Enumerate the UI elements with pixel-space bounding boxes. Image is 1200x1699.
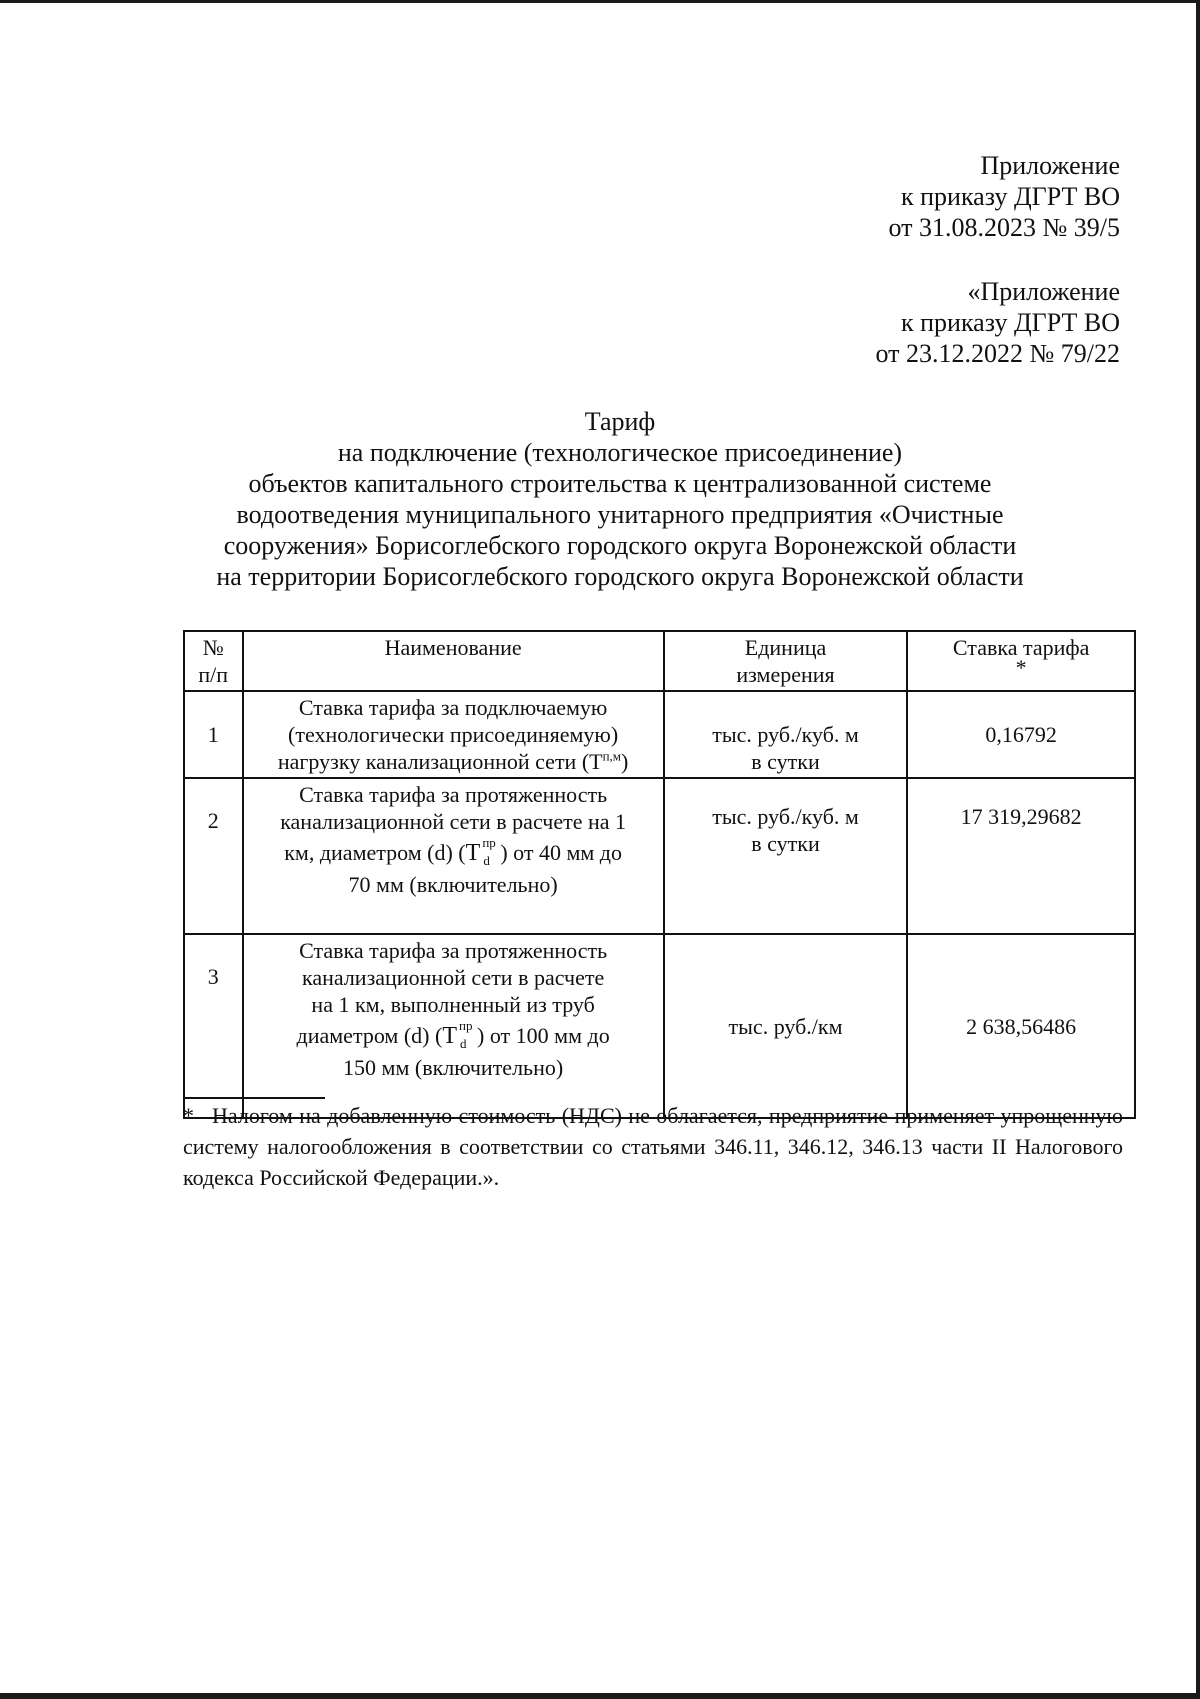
- footnote-marker: *: [183, 1103, 194, 1128]
- row-rate: 0,16792: [907, 691, 1135, 778]
- row-unit: тыс. руб./км: [664, 934, 908, 1118]
- row-name-line: 70 мм (включительно): [348, 872, 558, 897]
- row-name: [243, 691, 664, 778]
- row-unit: [664, 691, 908, 778]
- row-name-line: на 1 км, выполненный из труб: [311, 992, 595, 1017]
- row-rate: 2 638,56486: [907, 934, 1135, 1118]
- title-line: на подключение (технологическое присоединение): [337, 438, 903, 467]
- tariff-symbol: Т: [465, 840, 481, 866]
- row-unit-line: в сутки: [751, 831, 820, 856]
- header-num: [184, 631, 243, 691]
- footnote: [183, 1100, 1123, 1193]
- tariff-symbol-sup: пр: [482, 835, 496, 850]
- row-name-text: диаметром (d) (: [296, 1023, 443, 1048]
- row-unit-line: тыс. руб./куб. м: [712, 721, 859, 747]
- row-name-line: канализационной сети в расчете на 1: [280, 809, 627, 834]
- header-rate-line: *: [1015, 655, 1027, 680]
- scan-edge-top: [0, 0, 1200, 3]
- row-name-line: Ставка тарифа за подключаемую: [298, 695, 608, 720]
- title-main: Тариф: [584, 407, 656, 436]
- row-name-line: (технологически присоединяемую): [288, 722, 619, 747]
- appendix-order-date: от 23.12.2022 № 79/22: [875, 339, 1120, 368]
- row-num: 2: [184, 778, 243, 934]
- tariff-table: [183, 630, 1136, 1119]
- header-rate-line: Ставка тарифа: [952, 635, 1090, 660]
- row-unit-line: тыс. руб./куб. м: [712, 804, 859, 829]
- header-name-text: Наименование: [384, 635, 522, 660]
- table-row: [184, 934, 1135, 1118]
- footnote-separator: [183, 1097, 325, 1099]
- header-unit-line: Единица: [744, 635, 827, 660]
- scan-edge-right: [1196, 0, 1200, 1699]
- row-name-text: нагрузку канализационной сети (Т: [277, 749, 603, 774]
- header-num-line: п/п: [198, 662, 229, 687]
- row-name-text: км, диаметром (d) (: [284, 840, 466, 865]
- row-name-superscript: п,м: [602, 748, 622, 764]
- row-name-line: канализационной сети в расчете: [301, 965, 605, 990]
- appendix-order-ref: к приказу ДГРТ ВО: [900, 182, 1120, 211]
- appendix-order-date: от 31.08.2023 № 39/5: [888, 213, 1120, 242]
- tariff-symbol: Т: [442, 1023, 457, 1049]
- header-unit-line: измерения: [736, 662, 835, 687]
- appendix-header-current: [888, 150, 1120, 243]
- tariff-symbol-indices: [457, 1018, 477, 1051]
- appendix-order-ref: к приказу ДГРТ ВО: [900, 308, 1120, 337]
- header-name: [243, 631, 664, 691]
- row-name-line: [250, 748, 657, 775]
- title-line: водоотведения муниципального унитарного предприятия «Очистные: [236, 500, 1004, 529]
- row-name-line: [250, 835, 657, 871]
- row-rate: 17 319,29682: [907, 778, 1135, 934]
- tariff-symbol-sub: d: [460, 1036, 467, 1051]
- appendix-label: «Приложение: [967, 277, 1120, 306]
- header-unit: [664, 631, 908, 691]
- row-name-text: ): [621, 749, 629, 774]
- tariff-symbol-sub: d: [483, 853, 490, 868]
- row-name-line: Ставка тарифа за протяженность: [299, 938, 608, 963]
- header-rate: [907, 631, 1135, 691]
- header-num-line: №: [202, 635, 224, 660]
- scan-edge-bottom: [0, 1693, 1200, 1699]
- title-line: на территории Борисоглебского городского округа Воронежской области: [216, 562, 1024, 591]
- row-name-text: ) от 100 мм до: [477, 1023, 610, 1048]
- row-name-line: [250, 1018, 657, 1054]
- title-line: объектов капитального строительства к централизованной системе: [248, 469, 992, 498]
- row-num: 1: [184, 691, 243, 778]
- table-row: [184, 778, 1135, 934]
- row-name-line: Ставка тарифа за протяженность: [299, 782, 608, 807]
- row-name: [243, 934, 664, 1118]
- row-name: [243, 778, 664, 934]
- appendix-header-original: [875, 276, 1120, 369]
- row-unit-line: в сутки: [751, 748, 820, 774]
- row-unit: [664, 778, 908, 934]
- title-line: сооружения» Борисоглебского городского округа Воронежской области: [223, 531, 1017, 560]
- row-name-text: ) от 40 мм до: [500, 840, 622, 865]
- footnote-text: Налогом на добавленную стоимость (НДС) не облагается, предприятие применяет упрощенную систему налогообложения в соответствии со статьями 346.11, 346.12, 346.13 части II Налогового кодекса Российской Федерации.».: [183, 1103, 1123, 1190]
- row-num: 3: [184, 934, 243, 1118]
- tariff-symbol-indices: [480, 835, 500, 868]
- table-row: [184, 691, 1135, 778]
- table-header-row: [184, 631, 1135, 691]
- document-title: [170, 406, 1070, 592]
- row-name-line: 150 мм (включительно): [343, 1055, 564, 1080]
- tariff-symbol-sup: пр: [459, 1018, 473, 1033]
- appendix-label: Приложение: [980, 151, 1120, 180]
